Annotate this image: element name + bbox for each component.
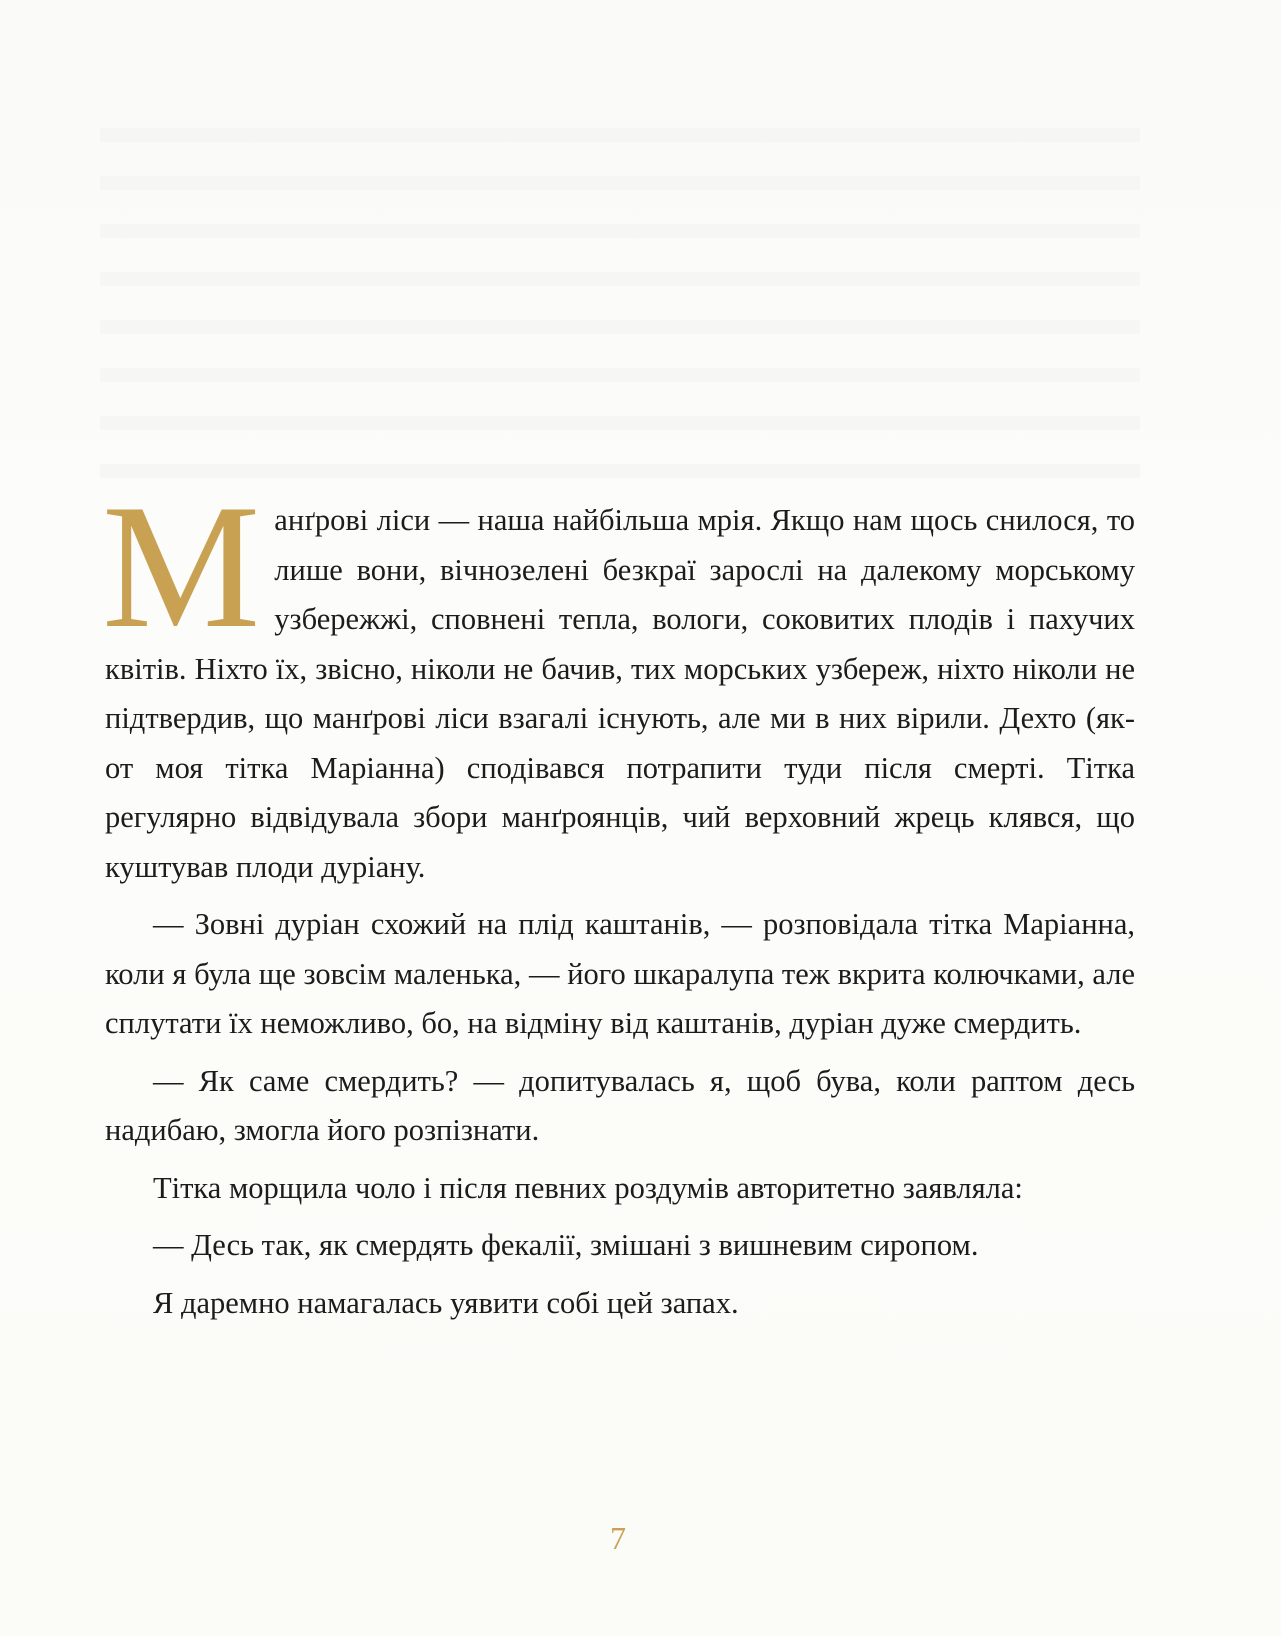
paragraph-6: Я даремно намагалась уявити собі цей запах. <box>153 1285 739 1320</box>
paragraph-1 <box>102 467 1135 892</box>
paragraph-5: — Десь так, як смердять фекалії, змішані з вишневим сиропом. <box>153 1228 979 1262</box>
paragraph-3: — Як саме смердить? — допитувалась я, щоб бува, коли раптом десь надибаю, змогла його розпізнати. <box>105 1063 1135 1147</box>
paragraph-2: — Зовні дуріан схожий на плід каштанів, — розповідала тітка Маріанна, коли я була ще зовсім маленька, — його шкаралупа теж вкрита колючками, але сплутати їх неможливо, бо, на відміну від каштанів, дуріан дуже смердить. <box>105 907 1135 1040</box>
show-through-line <box>100 272 1140 286</box>
paragraph-1-text: анґрові ліси — наша найбільша мрія. Якщо нам щось снилося, то лише вони, вічнозелені безкраї зарослі на далекому морському узбережжі, сповнені тепла, вологи, соковитих плодів і пахучих квітів. Ніхто їх, звісно, ніколи не бачив, тих морських узбереж, ніхто ніколи не підтвердив, що манґрові ліси взагалі існують, але ми в них вірили. Дехто (як-от моя тітка Маріанна) сподівався потрапити туди після смерті. Тітка регулярно відвідувала збори манґроянців, чий верховний жрець клявся, що куштував плоди дуріану. <box>105 503 1135 884</box>
drop-cap: М <box>102 467 261 665</box>
paragraph-4: Тітка морщила чоло і після певних роздумів авторитетно заявляла: <box>153 1170 1023 1205</box>
show-through-line <box>100 128 1140 142</box>
show-through-line <box>100 320 1140 334</box>
show-through-line <box>100 224 1140 238</box>
show-through-line <box>100 416 1140 430</box>
body-text <box>102 467 1135 1328</box>
page-number: 7 <box>610 1520 626 1556</box>
show-through-line <box>100 368 1140 382</box>
show-through-line <box>100 176 1140 190</box>
